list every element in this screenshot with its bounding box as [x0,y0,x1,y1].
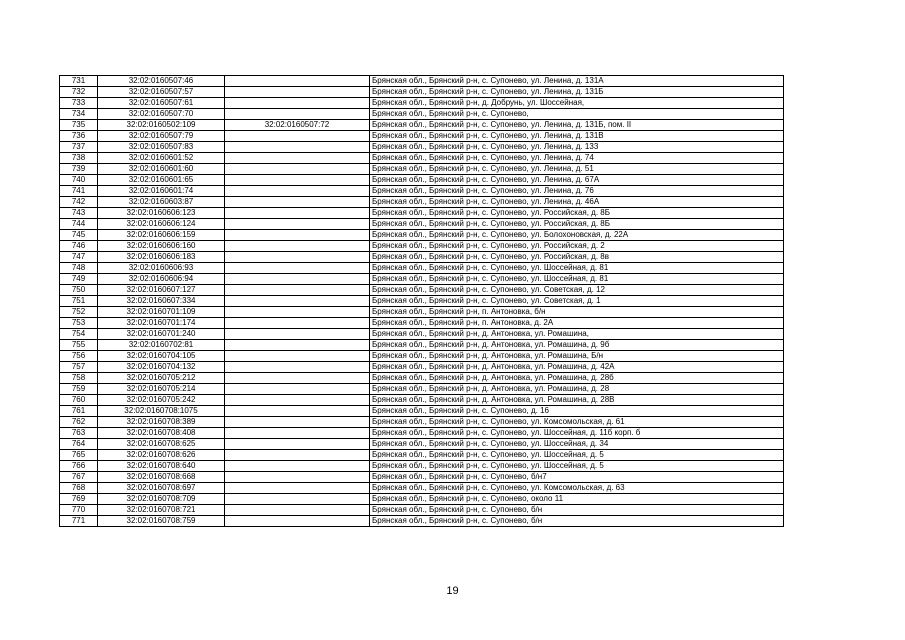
address-cell: Брянская обл., Брянский р-н, д. Антоновка, ул. Ромашина, д. 28В [370,395,784,406]
address-cell: Брянская обл., Брянский р-н, с. Супонево, ул. Российская, д. 2 [370,241,784,252]
cadastral-number-cell: 32:02:0160704:105 [98,351,225,362]
address-cell: Брянская обл., Брянский р-н, с. Супонево, ул. Советская, д. 12 [370,285,784,296]
row-number-cell: 756 [60,351,98,362]
table-row [60,329,784,340]
address-cell: Брянская обл., Брянский р-н, с. Супонево, б/н [370,516,784,527]
table-row [60,131,784,142]
cadastral-number-cell: 32:02:0160507:83 [98,142,225,153]
table-row [60,450,784,461]
address-cell: Брянская обл., Брянский р-н, с. Супонево, ул. Ленина, д. 46А [370,197,784,208]
cadastral-number-cell: 32:02:0160701:109 [98,307,225,318]
row-number-cell: 750 [60,285,98,296]
row-number-cell: 737 [60,142,98,153]
table-row [60,483,784,494]
previous-number-cell [225,219,370,230]
row-number-cell: 745 [60,230,98,241]
table-row [60,197,784,208]
row-number-cell: 769 [60,494,98,505]
cadastral-number-cell: 32:02:0160705:212 [98,373,225,384]
row-number-cell: 739 [60,164,98,175]
row-number-cell: 743 [60,208,98,219]
address-cell: Брянская обл., Брянский р-н, с. Супонево, ул. Шоссейная, д. 81 [370,274,784,285]
cadastral-number-cell: 32:02:0160701:174 [98,318,225,329]
cadastral-number-cell: 32:02:0160502:109 [98,120,225,131]
cadastral-number-cell: 32:02:0160708:625 [98,439,225,450]
address-cell: Брянская обл., Брянский р-н, с. Супонево, ул. Комсомольская, д. 61 [370,417,784,428]
previous-number-cell [225,76,370,87]
address-cell: Брянская обл., Брянский р-н, п. Антоновка, д. 2А [370,318,784,329]
previous-number-cell [225,197,370,208]
previous-number-cell [225,164,370,175]
table-row [60,98,784,109]
table-row [60,439,784,450]
table-row [60,87,784,98]
previous-number-cell [225,186,370,197]
previous-number-cell [225,142,370,153]
previous-number-cell [225,296,370,307]
address-cell: Брянская обл., Брянский р-н, с. Супонево, [370,109,784,120]
previous-number-cell [225,406,370,417]
table-row [60,76,784,87]
row-number-cell: 734 [60,109,98,120]
cadastral-number-cell: 32:02:0160606:123 [98,208,225,219]
cadastral-number-cell: 32:02:0160606:124 [98,219,225,230]
address-cell: Брянская обл., Брянский р-н, с. Супонево, ул. Шоссейная, д. 81 [370,263,784,274]
row-number-cell: 755 [60,340,98,351]
address-cell: Брянская обл., Брянский р-н, с. Супонево, ул. Ленина, д. 67А [370,175,784,186]
cadastral-number-cell: 32:02:0160708:697 [98,483,225,494]
table-row [60,395,784,406]
cadastral-number-cell: 32:02:0160601:74 [98,186,225,197]
previous-number-cell [225,395,370,406]
row-number-cell: 762 [60,417,98,428]
row-number-cell: 757 [60,362,98,373]
table-row [60,153,784,164]
row-number-cell: 747 [60,252,98,263]
table-row [60,219,784,230]
cadastral-number-cell: 32:02:0160507:57 [98,87,225,98]
previous-number-cell [225,439,370,450]
cadastral-number-cell: 32:02:0160708:759 [98,516,225,527]
address-cell: Брянская обл., Брянский р-н, с. Супонево, ул. Шоссейная, д. 5 [370,461,784,472]
previous-number-cell: 32:02:0160507:72 [225,120,370,131]
row-number-cell: 740 [60,175,98,186]
row-number-cell: 768 [60,483,98,494]
previous-number-cell [225,494,370,505]
previous-number-cell [225,472,370,483]
address-cell: Брянская обл., Брянский р-н, с. Супонево, ул. Ленина, д. 131А [370,76,784,87]
previous-number-cell [225,516,370,527]
table-row [60,252,784,263]
table-row [60,263,784,274]
previous-number-cell [225,351,370,362]
previous-number-cell [225,417,370,428]
address-cell: Брянская обл., Брянский р-н, с. Супонево, б/н7 [370,472,784,483]
table-row [60,340,784,351]
table-row [60,142,784,153]
cadastral-number-cell: 32:02:0160603:87 [98,197,225,208]
address-cell: Брянская обл., Брянский р-н, д. Антоновка, ул. Ромашина, д. 42А [370,362,784,373]
address-cell: Брянская обл., Брянский р-н, д. Антоновка, ул. Ромашина, Б/н [370,351,784,362]
table-row [60,373,784,384]
address-cell: Брянская обл., Брянский р-н, д. Антоновка, ул. Ромашина, д. 9б [370,340,784,351]
table-body [60,76,784,527]
table-row [60,296,784,307]
address-cell: Брянская обл., Брянский р-н, с. Супонево, ул. Российская, д. 8Б [370,219,784,230]
row-number-cell: 766 [60,461,98,472]
row-number-cell: 733 [60,98,98,109]
table-row [60,274,784,285]
cadastral-number-cell: 32:02:0160606:159 [98,230,225,241]
table-row [60,208,784,219]
row-number-cell: 770 [60,505,98,516]
previous-number-cell [225,175,370,186]
table-row [60,472,784,483]
cadastral-number-cell: 32:02:0160705:214 [98,384,225,395]
cadastral-number-cell: 32:02:0160606:160 [98,241,225,252]
table-row [60,406,784,417]
address-cell: Брянская обл., Брянский р-н, с. Супонево, ул. Ленина, д. 133 [370,142,784,153]
cadastral-number-cell: 32:02:0160705:242 [98,395,225,406]
table-row [60,186,784,197]
cadastral-number-cell: 32:02:0160701:240 [98,329,225,340]
cadastral-number-cell: 32:02:0160708:389 [98,417,225,428]
previous-number-cell [225,373,370,384]
table-row [60,285,784,296]
cadastral-number-cell: 32:02:0160702:81 [98,340,225,351]
cadastral-number-cell: 32:02:0160606:93 [98,263,225,274]
cadastral-number-cell: 32:02:0160704:132 [98,362,225,373]
row-number-cell: 735 [60,120,98,131]
address-cell: Брянская обл., Брянский р-н, д. Антоновка, ул. Ромашина, д. 28 [370,384,784,395]
table-row [60,351,784,362]
previous-number-cell [225,329,370,340]
row-number-cell: 751 [60,296,98,307]
row-number-cell: 736 [60,131,98,142]
table-row [60,417,784,428]
cadastral-number-cell: 32:02:0160606:94 [98,274,225,285]
address-cell: Брянская обл., Брянский р-н, с. Супонево, ул. Российская, д. 8в [370,252,784,263]
address-cell: Брянская обл., Брянский р-н, с. Супонево, ул. Ленина, д. 51 [370,164,784,175]
row-number-cell: 763 [60,428,98,439]
table-row [60,175,784,186]
cadastral-number-cell: 32:02:0160607:334 [98,296,225,307]
table-row [60,428,784,439]
previous-number-cell [225,208,370,219]
previous-number-cell [225,362,370,373]
previous-number-cell [225,252,370,263]
row-number-cell: 744 [60,219,98,230]
address-cell: Брянская обл., Брянский р-н, с. Супонево, ул. Ленина, д. 76 [370,186,784,197]
address-cell: Брянская обл., Брянский р-н, с. Супонево, ул. Шоссейная, д. 34 [370,439,784,450]
address-cell: Брянская обл., Брянский р-н, с. Супонево, ул. Ленина, д. 74 [370,153,784,164]
cadastral-number-cell: 32:02:0160507:79 [98,131,225,142]
previous-number-cell [225,384,370,395]
table-row [60,164,784,175]
address-cell: Брянская обл., Брянский р-н, п. Антоновка, б/н [370,307,784,318]
table-row [60,307,784,318]
address-cell: Брянская обл., Брянский р-н, с. Супонево, ул. Болохоновская, д. 22А [370,230,784,241]
row-number-cell: 732 [60,87,98,98]
row-number-cell: 748 [60,263,98,274]
table-row [60,516,784,527]
row-number-cell: 731 [60,76,98,87]
address-cell: Брянская обл., Брянский р-н, с. Супонево, ул. Российская, д. 8Б [370,208,784,219]
cadastral-number-cell: 32:02:0160708:640 [98,461,225,472]
previous-number-cell [225,483,370,494]
cadastral-number-cell: 32:02:0160507:61 [98,98,225,109]
previous-number-cell [225,241,370,252]
previous-number-cell [225,285,370,296]
previous-number-cell [225,318,370,329]
table-row [60,318,784,329]
row-number-cell: 767 [60,472,98,483]
address-cell: Брянская обл., Брянский р-н, с. Супонево, около 11 [370,494,784,505]
previous-number-cell [225,109,370,120]
table-row [60,494,784,505]
row-number-cell: 741 [60,186,98,197]
row-number-cell: 746 [60,241,98,252]
table-row [60,120,784,131]
address-cell: Брянская обл., Брянский р-н, с. Супонево, ул. Комсомольская, д. 63 [370,483,784,494]
cadastral-number-cell: 32:02:0160708:1075 [98,406,225,417]
table-row [60,384,784,395]
previous-number-cell [225,131,370,142]
table-row [60,461,784,472]
address-cell: Брянская обл., Брянский р-н, с. Супонево, д. 16 [370,406,784,417]
cadastral-number-cell: 32:02:0160708:709 [98,494,225,505]
cadastral-number-cell: 32:02:0160607:127 [98,285,225,296]
table-row [60,230,784,241]
cadastral-number-cell: 32:02:0160708:721 [98,505,225,516]
address-cell: Брянская обл., Брянский р-н, с. Супонево, ул. Советская, д. 1 [370,296,784,307]
row-number-cell: 759 [60,384,98,395]
address-cell: Брянская обл., Брянский р-н, д. Антоновка, ул. Ромашина, [370,329,784,340]
cadastral-number-cell: 32:02:0160601:52 [98,153,225,164]
row-number-cell: 754 [60,329,98,340]
page-number: 19 [446,585,459,597]
cadastral-table [59,75,784,527]
row-number-cell: 765 [60,450,98,461]
previous-number-cell [225,505,370,516]
address-cell: Брянская обл., Брянский р-н, д. Антоновка, ул. Ромашина, д. 28б [370,373,784,384]
row-number-cell: 760 [60,395,98,406]
table-row [60,241,784,252]
row-number-cell: 742 [60,197,98,208]
previous-number-cell [225,87,370,98]
cadastral-number-cell: 32:02:0160507:70 [98,109,225,120]
address-cell: Брянская обл., Брянский р-н, с. Супонево, ул. Ленина, д. 131Б, пом. II [370,120,784,131]
cadastral-number-cell: 32:02:0160708:626 [98,450,225,461]
previous-number-cell [225,274,370,285]
cadastral-number-cell: 32:02:0160606:183 [98,252,225,263]
previous-number-cell [225,428,370,439]
row-number-cell: 761 [60,406,98,417]
cadastral-number-cell: 32:02:0160601:65 [98,175,225,186]
row-number-cell: 753 [60,318,98,329]
row-number-cell: 764 [60,439,98,450]
cadastral-number-cell: 32:02:0160601:60 [98,164,225,175]
address-cell: Брянская обл., Брянский р-н, с. Супонево, ул. Шоссейная, д. 11б корп. б [370,428,784,439]
address-cell: Брянская обл., Брянский р-н, с. Супонево, б/н [370,505,784,516]
address-cell: Брянская обл., Брянский р-н, с. Супонево, ул. Ленина, д. 131В [370,131,784,142]
address-cell: Брянская обл., Брянский р-н, д. Добрунь, ул. Шоссейная, [370,98,784,109]
table-row [60,505,784,516]
previous-number-cell [225,340,370,351]
cadastral-number-cell: 32:02:0160708:408 [98,428,225,439]
address-cell: Брянская обл., Брянский р-н, с. Супонево, ул. Шоссейная, д. 5 [370,450,784,461]
table-row [60,109,784,120]
previous-number-cell [225,450,370,461]
table-row [60,362,784,373]
row-number-cell: 771 [60,516,98,527]
row-number-cell: 752 [60,307,98,318]
previous-number-cell [225,98,370,109]
previous-number-cell [225,461,370,472]
cadastral-number-cell: 32:02:0160507:46 [98,76,225,87]
address-cell: Брянская обл., Брянский р-н, с. Супонево, ул. Ленина, д. 131Б [370,87,784,98]
previous-number-cell [225,307,370,318]
previous-number-cell [225,230,370,241]
row-number-cell: 749 [60,274,98,285]
previous-number-cell [225,263,370,274]
row-number-cell: 738 [60,153,98,164]
cadastral-number-cell: 32:02:0160708:668 [98,472,225,483]
row-number-cell: 758 [60,373,98,384]
previous-number-cell [225,153,370,164]
